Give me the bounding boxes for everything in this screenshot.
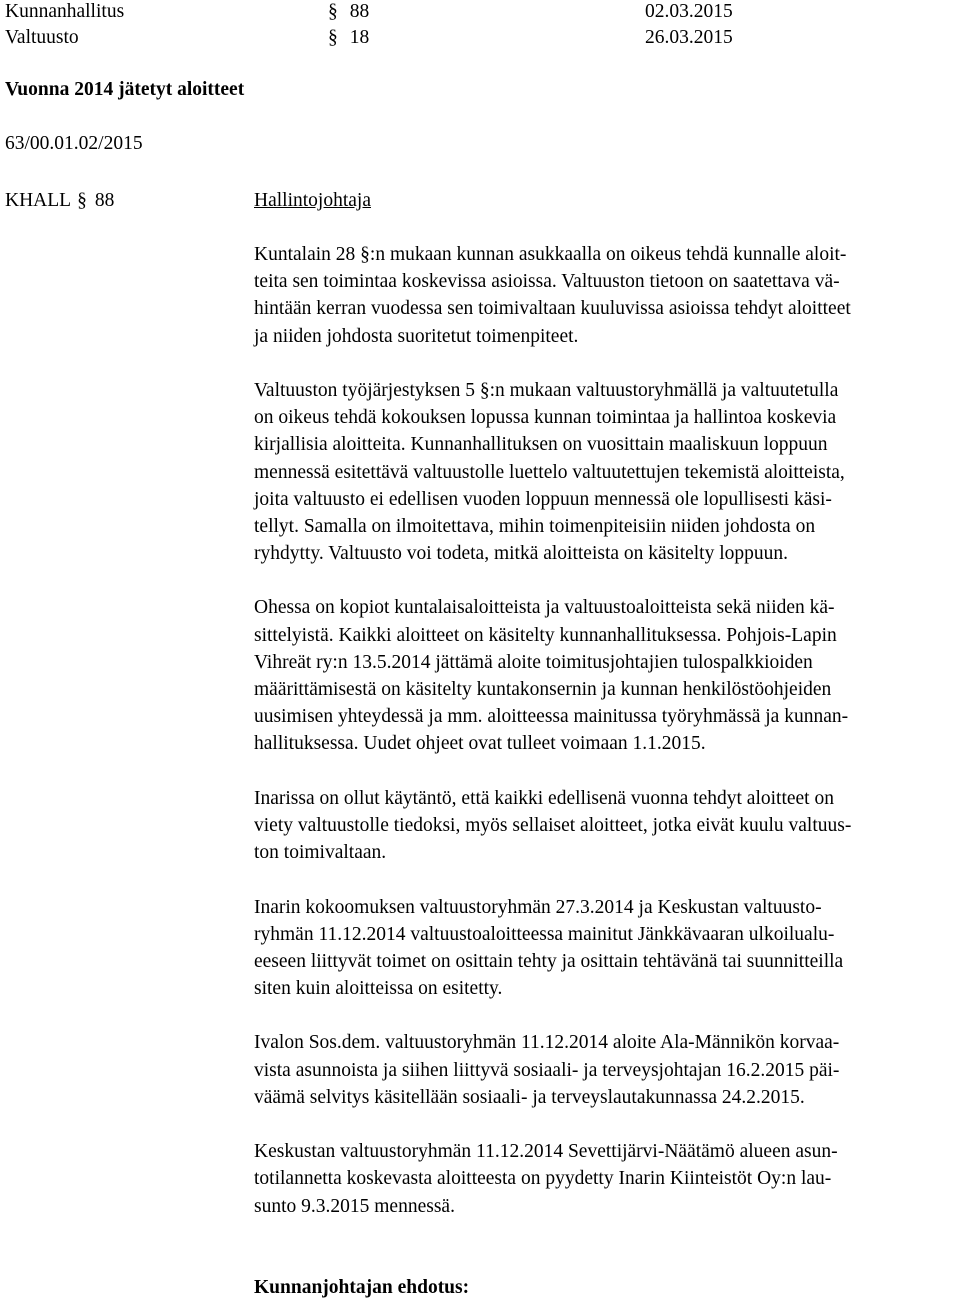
paragraph-line: ryhdytty. Valtuusto voi todeta, mitkä aloitteista on käsitelty loppuun. <box>254 543 789 565</box>
document-title: Vuonna 2014 jätetyt aloitteet <box>5 79 245 100</box>
paragraph-line: Ohessa on kopiot kuntalaisaloitteista ja valtuustoaloitteista sekä niiden kä- <box>254 597 835 619</box>
paragraph-line: Inarin kokoomuksen valtuustoryhmän 27.3.2014 ja Keskustan valtuusto- <box>254 896 822 918</box>
paragraph-line: hintään kerran vuodessa sen toimivaltaan kuuluvissa asioissa tehdyt aloitteet <box>254 298 851 320</box>
paragraph-spacer <box>254 1220 956 1247</box>
paragraph-line: kirjallisia aloitteita. Kunnanhallituksen on vuosittain maaliskuun loppuun <box>254 434 828 456</box>
paragraph-spacer <box>254 866 956 893</box>
paragraph-line: ja niiden johdosta suoritetut toimenpiteet. <box>254 325 579 347</box>
paragraph-line: sunto 9.3.2015 mennessä. <box>254 1195 455 1217</box>
item-body-label: KHALL <box>5 190 72 211</box>
paragraph-line: Kuntalain 28 §:n mukaan kunnan asukkaalla on oikeus tehdä kunnalle aloit- <box>254 244 847 265</box>
section-number: 18 <box>349 27 370 48</box>
body-paragraph <box>254 1029 956 1111</box>
body-paragraph <box>254 241 956 350</box>
paragraph-line: joita valtuusto ei edellisen vuoden loppuun mennessä ole lopullisesti käsi- <box>254 488 832 510</box>
proposal-heading: Kunnanjohtajan ehdotus: <box>254 1277 470 1299</box>
section-mark: § <box>328 27 338 48</box>
paragraph-line: mennessä esitettävä valtuustolle luettelo valtuutettujen tekemistä aloitteista, <box>254 461 845 483</box>
section-mark: § <box>77 190 87 211</box>
paragraph-line: Valtuuston työjärjestyksen 5 §:n mukaan valtuustoryhmällä ja valtuutetulla <box>254 379 839 401</box>
paragraph-line: eeseen liittyvät toimet on osittain tehty ja osittain tehtävänä tai suunnitteilla <box>254 950 844 972</box>
section-mark: § <box>328 1 338 22</box>
paragraph-spacer <box>254 1002 956 1029</box>
paragraph-line: hallituksessa. Uudet ohjeet ovat tulleet voimaan 1.1.2015. <box>254 733 706 755</box>
paragraph-line: viety valtuustolle tiedoksi, myös sellaiset aloitteet, jotka eivät kuulu valtuus- <box>254 814 852 836</box>
header-body-name: Kunnanhallitus <box>5 1 125 22</box>
paragraph-line: siten kuin aloitteissa on esitetty. <box>254 978 503 1000</box>
body-paragraph <box>254 785 956 867</box>
header-section-number <box>328 0 369 25</box>
paragraph-line: vista asunnoista ja siihen liittyvä sosiaali- ja terveysjohtajan 16.2.2015 päi- <box>254 1059 840 1081</box>
paragraph-line: ryhmän 11.12.2014 valtuustoaloitteessa mainitut Jänkkävaaran ulkoilualu- <box>254 923 835 945</box>
paragraph-line: Vihreät ry:n 13.5.2014 jättämä aloite toimitusjohtajien tulospalkkioiden <box>254 651 813 673</box>
header-body-name: Valtuusto <box>5 27 79 48</box>
paragraph-spacer <box>254 1111 956 1138</box>
item-reference <box>5 187 114 214</box>
header-row-kunnanhallitus <box>0 0 960 25</box>
item-section-number: 88 <box>94 190 115 211</box>
paragraph-line: väämä selvitys käsitellään sosiaali- ja terveyslautakunnassa 24.2.2015. <box>254 1086 805 1108</box>
body-paragraph <box>254 594 956 757</box>
paragraph-line: Keskustan valtuustoryhmän 11.12.2014 Sevettijärvi-Näätämö alueen asun- <box>254 1141 838 1163</box>
header-meeting-date: 02.03.2015 <box>645 1 733 22</box>
document-body <box>254 241 956 1301</box>
paragraph-spacer <box>254 350 956 377</box>
paragraph-line: uusimisen yhteydessä ja mm. aloitteessa mainitussa työryhmässä ja kunnan- <box>254 706 849 728</box>
header-section-number <box>328 24 369 51</box>
paragraph-line: totilannetta koskevasta aloitteesta on pyydetty Inarin Kiinteistöt Oy:n lau- <box>254 1168 832 1190</box>
paragraph-spacer <box>254 567 956 594</box>
header-row-valtuusto <box>0 24 960 51</box>
section-number: 88 <box>349 1 370 22</box>
paragraph-line: teita sen toimintaa koskevissa asioissa. Valtuuston tietoon on saatettava vä- <box>254 271 840 293</box>
presenter-label: Hallintojohtaja <box>254 190 371 211</box>
paragraph-line: Ivalon Sos.dem. valtuustoryhmän 11.12.2014 aloite Ala-Männikön korvaa- <box>254 1032 840 1054</box>
paragraph-line: on oikeus tehdä kokouksen lopussa kunnan toimintaa ja hallintoa koskevia <box>254 407 837 429</box>
body-paragraph <box>254 1138 956 1220</box>
paragraph-line: ton toimivaltaan. <box>254 842 387 864</box>
body-paragraph <box>254 377 956 567</box>
paragraph-spacer <box>254 758 956 785</box>
paragraph-line: tellyt. Samalla on ilmoitettava, mihin toimenpiteisiin niiden johdosta on <box>254 515 816 537</box>
paragraph-line: sittelyistä. Kaikki aloitteet on käsitelty kunnanhallituksessa. Pohjois-Lapin <box>254 624 837 646</box>
paragraph-spacer <box>254 1247 956 1274</box>
paragraph-line: määrittämisestä on käsitelty kuntakonsernin ja kunnan henkilöstöohjeiden <box>254 679 832 700</box>
paragraph-line: Inarissa on ollut käytäntö, että kaikki edellisenä vuonna tehdyt aloitteet on <box>254 787 834 809</box>
body-paragraph <box>254 894 956 1003</box>
header-meeting-date: 26.03.2015 <box>645 27 733 48</box>
document-number: 63/00.01.02/2015 <box>5 133 143 154</box>
